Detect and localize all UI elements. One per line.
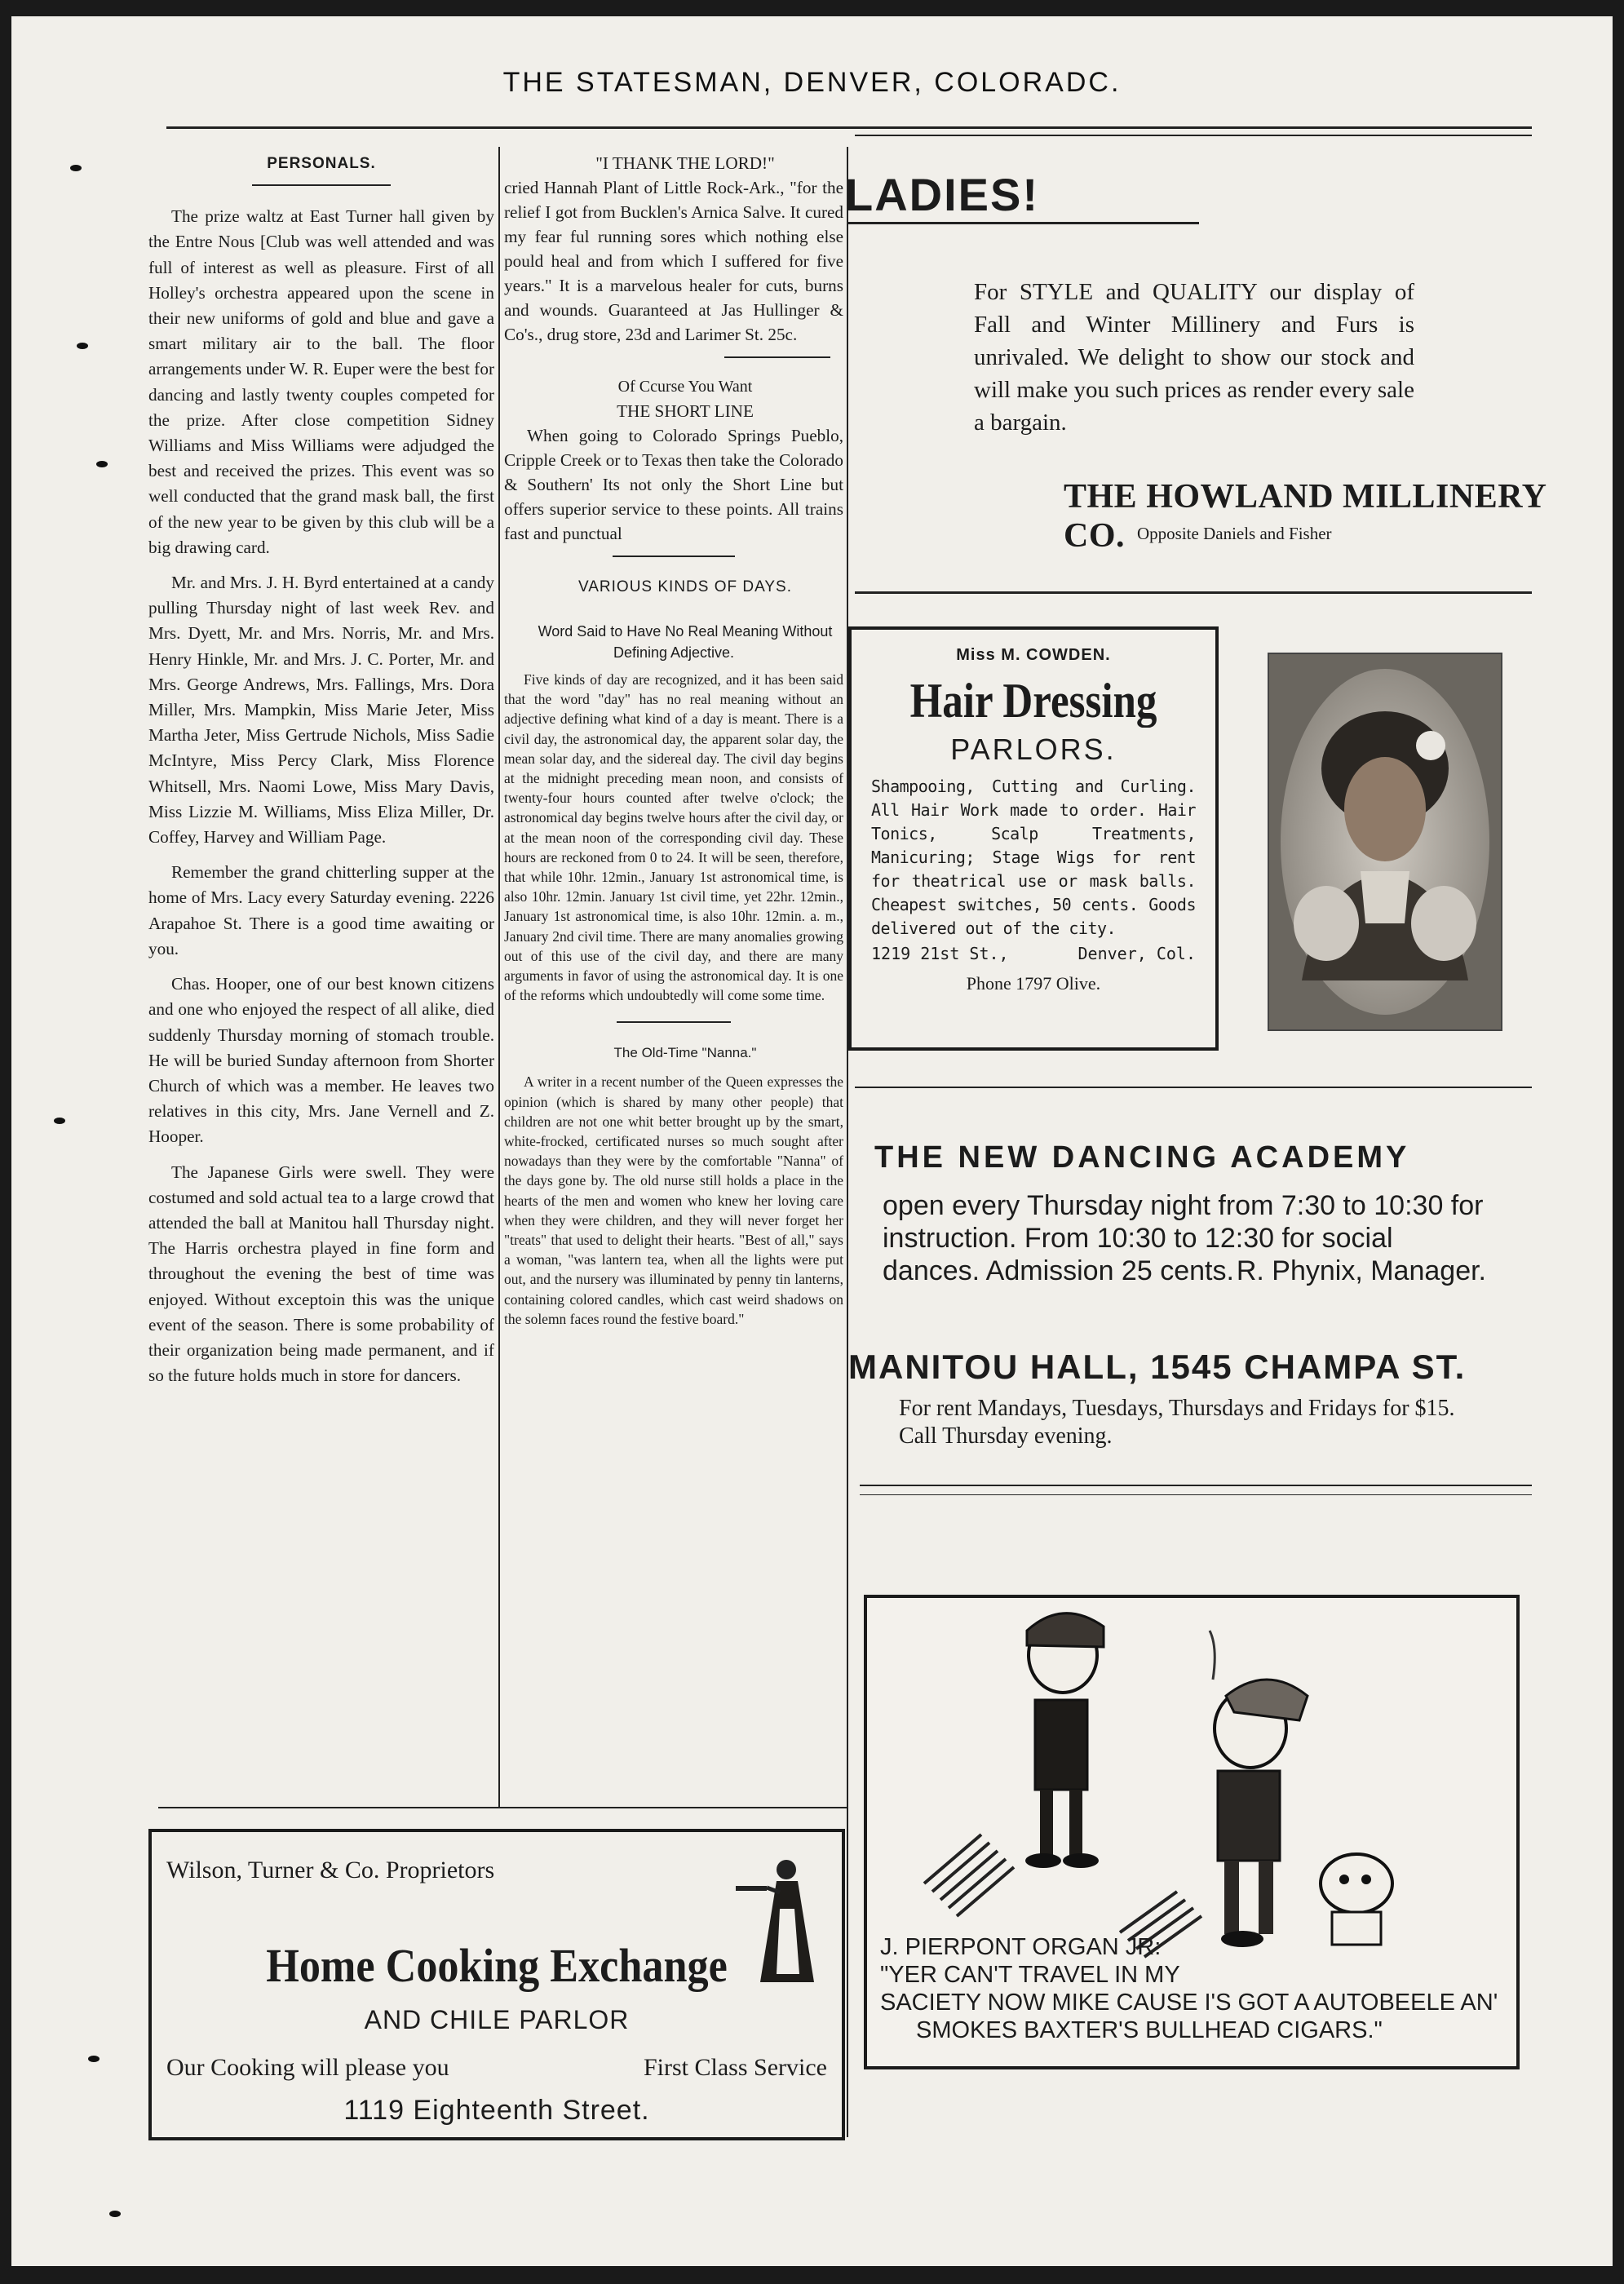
hair-address: 1219 21st St., [871, 944, 1009, 963]
dance-title: THE NEW DANCING ACADEMY [874, 1140, 1410, 1175]
ladies-title: LADIES! [845, 169, 1039, 220]
shortline-title: THE SHORT LINE [617, 401, 754, 421]
home-address: 1119 Eighteenth Street. [343, 2095, 650, 2126]
boy-right [1210, 1631, 1308, 1947]
bottom-rule [158, 1807, 847, 1808]
hair-phone: Phone 1797 Olive. [966, 973, 1101, 994]
dance-body-container [883, 1189, 1486, 1287]
masthead-rule-2 [855, 135, 1532, 136]
section-rule [860, 1485, 1532, 1486]
dance-body: open every Thursday night from 7:30 to 10:30 for instruction. From 10:30 to 12:30 for social dances. Admission 25 cents. [883, 1190, 1484, 1286]
masthead-rule [166, 126, 1532, 129]
cartoon-caption-2: "YER CAN'T TRAVEL IN MY [880, 1962, 1180, 1988]
middle-column [504, 151, 843, 1329]
hair-subtitle: PARLORS. [950, 733, 1117, 766]
section-rule [860, 1494, 1532, 1495]
divider [613, 556, 735, 557]
personals-paragraph: Remember the grand chitterling supper at the home of Mrs. Lacy every Saturday evening. 2226 Arapahoe St. There is a good time awaiting or you. [148, 862, 494, 958]
divider [724, 356, 830, 358]
personals-paragraph: Chas. Hooper, one of our best known citizens and one who enjoyed the respect of all alike, died suddenly Thursday morning of stomach trouble. He will be buried Sunday afternoon from Shorter Church of which was a member. He leaves two relatives in this city, Mrs. Jane Vernell and Z. Hooper. [148, 974, 494, 1147]
personals-paragraph: The Japanese Girls were swell. They were costumed and sold actual tea to a large crowd that attended the ball at Manitou hall Thursday night. The Harris orchestra played in fine form and throughout the evening the best of time was enjoyed. Without exceptoin this was the unique event of the season. There is some probability of their organization being made permanent, and if so the future holds much in store for dancers. [148, 1162, 494, 1386]
shortline-lead: Of Ccurse You Want [617, 378, 753, 396]
punch-hole [109, 2211, 121, 2217]
cartoon-caption-4: SMOKES BAXTER'S BULLHEAD CIGARS." [916, 2017, 1383, 2043]
personals-heading: PERSONALS. [267, 155, 376, 172]
home-title: Home Cooking Exchange [266, 1939, 728, 1992]
home-subtitle: AND CHILE PARLOR [364, 2005, 630, 2034]
days-text: Five kinds of day are recognized, and it has been said that the word "day" has no real meaning without an adjective defining what kind of a day is meant. There is a civil day, the astronomical day, the apparent solar day, the mean solar day, and the sidereal day. The civil day begins at the midnight preceding mean noon, and consists of twenty-four hours counted after twelve o'clock; the astronomical day begins twelve hours after the civil day, or at the mean noon of the corresponding civil day. These hours are reckoned from 0 to 24. It will be seen, therefore, that while 10hr. 12min., January 1st astronomical time, is also 10hr. 12min. January 1st civil time, yet 22hr. 12min., January 1st astronomical time, is also 10hr. 12min. a. m., January 2nd civil time. There are many anomalies growing out of this use of the civil day, and there are many arguments in favor of using the astronomical day. It is one of the reforms which undoubtedly will come some time. [504, 671, 843, 1004]
punch-hole [77, 343, 88, 349]
heading-rule [252, 184, 391, 186]
days-subhead: Word Said to Have No Real Meaning Without Defining Adjective. [538, 623, 833, 661]
portrait-image [1269, 654, 1501, 1029]
personals-paragraph: Mr. and Mrs. J. H. Byrd entertained at a candy pulling Thursday night of last week Rev. and Mrs. Dyett, Mr. and Mrs. Norris, Mr. and Mrs. Henry Hinkle, Mr. and Mrs. J. C. Porter, Mr. and Mrs. George Andrews, Mrs. Fallings, Mrs. Dora Miller, Mrs. Mampkin, Miss Marie Jeter, Miss Martha Jeter, Miss Gertrude Nichols, Miss Sadie McIntyre, Miss Percy Clark, Miss Florence Whitsell, Mrs. Naomi Lowe, Miss Mary Davis, Miss Lizzie M. Williams, Miss Eliza Miller, Dr. Coffey, Harvey and William Page. [148, 573, 494, 848]
portrait-photo [1268, 653, 1502, 1031]
manitou-title: MANITOU HALL, 1545 CHAMPA ST. [848, 1348, 1467, 1386]
divider [617, 1021, 731, 1023]
hair-dressing-ad [848, 626, 1219, 1051]
column-divider [847, 147, 848, 2137]
home-right-text: First Class Service [644, 2054, 827, 2081]
hair-city: Denver, Col. [1078, 944, 1196, 963]
home-proprietors: Wilson, Turner & Co. Proprietors [166, 1857, 495, 1883]
howland-location: Opposite Daniels and Fisher [1137, 524, 1332, 543]
hair-proprietor: Miss M. COWDEN. [956, 646, 1111, 664]
newspaper-page [11, 16, 1613, 2266]
cartoon-ad [864, 1595, 1520, 2069]
arnica-headline: "I THANK THE LORD!" [595, 153, 775, 173]
section-rule [855, 591, 1532, 594]
ladies-underline [848, 222, 1199, 224]
punch-hole [70, 165, 82, 171]
punch-hole [88, 2056, 100, 2062]
cartoon-caption-3: SACIETY NOW MIKE CAUSE I'S GOT A AUTOBEELE AN' [880, 1990, 1498, 2016]
home-cooking-ad [148, 1829, 845, 2140]
masthead: THE STATESMAN, DENVER, COLORADC. [502, 67, 1122, 98]
howland-company: THE HOWLAND MILLINERY CO. [1064, 478, 1546, 555]
days-heading: VARIOUS KINDS OF DAYS. [577, 578, 792, 595]
ladies-body: For STYLE and QUALITY our display of Fall and Winter Millinery and Furs is unrivaled. We delight to show our stock and will make you such prices as render every sale a bargain. [974, 279, 1414, 436]
home-left-text: Our Cooking will please you [166, 2054, 449, 2081]
boy-left [1025, 1613, 1104, 1868]
personals-paragraph: The prize waltz at East Turner hall given by the Entre Nous [Club was well attended and was full of interest as well as pleasure. First of all Holley's orchestra appeared upon the scene in their new uniforms of gold and blue and gave a smart military air to the ball. The floor arrangements under W. R. Euper were the best for dancing and lastly twenty couples competed for the prize. After close competition Sidney Williams and Miss Williams were adjudged the best and received the prizes. This event was so well conducted that the grand mask ball, the first of the new year to be given by this club will be a big drawing card. [148, 206, 494, 557]
hair-body: Shampooing, Cutting and Curling. All Hair Work made to order. Hair Tonics, Scalp Treatments, Manicuring; Stage Wigs for rent for theatrical use or mask balls. Cheapest switches, 50 cents. Goods delivered out of the city. [871, 777, 1196, 938]
nanna-text: A writer in a recent number of the Queen expresses the opinion (which is shared by many other people) that children are not one whit better brought up by the smart, white-frocked, certificated nurses so much sought after nowadays than they were by the comfortable "Nanna" of the days gone by. The old nurse still holds a place in the hearts of the men and women who knew her loving care when they were children, and they will never forget her "treats" that used to delight their hearts. "Best of all," says a woman, "was lantern tea, when all the lights were put out, and the nursery was illuminated by penny tin lanterns, containing colored candles, which cast weird shadows on the solemn faces round the festive board." [504, 1073, 843, 1327]
personals-column [148, 151, 494, 1398]
punch-hole [96, 461, 108, 467]
column-divider [498, 147, 500, 1807]
nanna-heading: The Old-Time "Nanna." [613, 1045, 757, 1061]
hair-title: Hair Dressing [909, 674, 1157, 728]
cartoon-caption-1: J. PIERPONT ORGAN JR: [880, 1934, 1162, 1960]
dog [1321, 1854, 1392, 1945]
punch-hole [54, 1118, 65, 1124]
dance-manager: R. Phynix, Manager. [1236, 1255, 1486, 1286]
section-rule [855, 1087, 1532, 1088]
manitou-body: For rent Mandays, Tuesdays, Thursdays and Fridays for $15. Call Thursday evening. [899, 1396, 1455, 1449]
arnica-text: cried Hannah Plant of Little Rock-Ark., "for the relief I got from Bucklen's Arnica Salve. It cured my fear ful running sores which nothing else pould heal and from which I suffered for five years." It is a marvelous healer for cuts, burns and wounds. Guaranteed at Jas Hullinger & Co's., drug store, 23d and Larimer St. 25c. [504, 178, 843, 344]
shortline-text: When going to Colorado Springs Pueblo, Cripple Creek or to Texas then take the Colorado & Southern' Its not only the Short Line but offers superior service to these points. All trains fast and punctual [504, 426, 843, 543]
